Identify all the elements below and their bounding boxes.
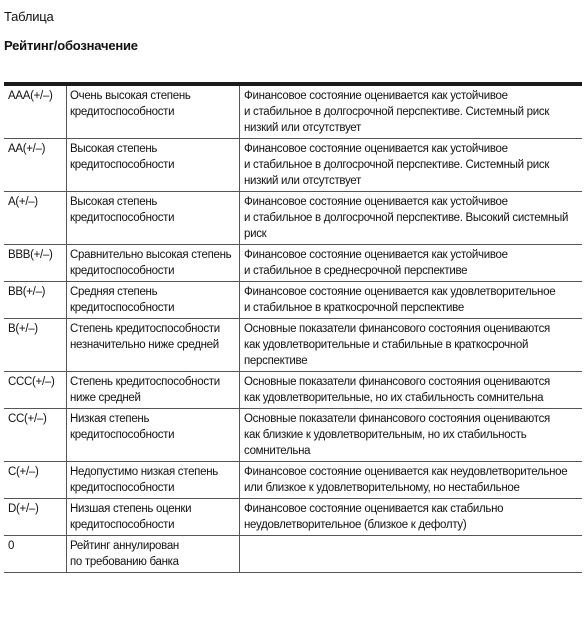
financial-condition-cell — [240, 536, 583, 573]
financial-condition-cell: Финансовое состояние оценивается как стабильно неудовлетворительное (близкое к дефолту) — [240, 499, 583, 536]
table-row — [4, 462, 582, 499]
rating-description-cell: Низкая степень кредитоспособности — [67, 409, 240, 462]
table-row — [4, 192, 582, 245]
rating-code-cell: C(+/–) — [4, 462, 67, 499]
rating-code-cell: CC(+/–) — [4, 409, 67, 462]
table-row — [4, 86, 582, 139]
rating-code-cell: AAA(+/–) — [4, 86, 67, 139]
table-row — [4, 499, 582, 536]
rating-code-cell: CCC(+/–) — [4, 372, 67, 409]
rating-code-cell: BBB(+/–) — [4, 245, 67, 282]
table-row — [4, 282, 582, 319]
financial-condition-cell: Основные показатели финансового состояния оцениваются как близкие к удовлетворительным, но их стабильность сомнительна — [240, 409, 583, 462]
table-caption: Таблица — [4, 9, 54, 24]
rating-description-cell: Рейтинг аннулирован по требованию банка — [67, 536, 240, 573]
rating-code-cell: AA(+/–) — [4, 139, 67, 192]
rating-code-cell: B(+/–) — [4, 319, 67, 372]
financial-condition-cell: Основные показатели финансового состояния оцениваются как удовлетворительные и стабильные в краткосрочной перспективе — [240, 319, 583, 372]
rating-code-cell: BB(+/–) — [4, 282, 67, 319]
rating-description-cell: Недопустимо низкая степень кредитоспособности — [67, 462, 240, 499]
ratings-table — [4, 86, 582, 573]
rating-description-cell: Средняя степень кредитоспособности — [67, 282, 240, 319]
financial-condition-cell: Основные показатели финансового состояния оцениваются как удовлетворительные, но их стабильность сомнительна — [240, 372, 583, 409]
rating-code-cell: 0 — [4, 536, 67, 573]
table-row — [4, 409, 582, 462]
table-row — [4, 245, 582, 282]
rating-code-cell: A(+/–) — [4, 192, 67, 245]
table-heading: Рейтинг/обозначение — [4, 38, 138, 53]
table-row — [4, 372, 582, 409]
ratings-table-body — [4, 86, 582, 573]
financial-condition-cell: Финансовое состояние оценивается как устойчивое и стабильное в долгосрочной перспективе. Высокий системный риск — [240, 192, 583, 245]
financial-condition-cell: Финансовое состояние оценивается как устойчивое и стабильное в среднесрочной перспективе — [240, 245, 583, 282]
table-row — [4, 319, 582, 372]
rating-description-cell: Высокая степень кредитоспособности — [67, 139, 240, 192]
table-row — [4, 139, 582, 192]
financial-condition-cell: Финансовое состояние оценивается как устойчивое и стабильное в долгосрочной перспективе. Системный риск низкий или отсутствует — [240, 86, 583, 139]
rating-description-cell: Очень высокая степень кредитоспособности — [67, 86, 240, 139]
rating-description-cell: Высокая степень кредитоспособности — [67, 192, 240, 245]
financial-condition-cell: Финансовое состояние оценивается как устойчивое и стабильное в долгосрочной перспективе. Системный риск низкий или отсутствует — [240, 139, 583, 192]
rating-description-cell: Степень кредитоспособности незначительно ниже средней — [67, 319, 240, 372]
rating-description-cell: Сравнительно высокая степень кредитоспособности — [67, 245, 240, 282]
rating-description-cell: Степень кредитоспособности ниже средней — [67, 372, 240, 409]
financial-condition-cell: Финансовое состояние оценивается как неудовлетворительное или близкое к удовлетворительному, но нестабильное — [240, 462, 583, 499]
table-row — [4, 536, 582, 573]
rating-description-cell: Низшая степень оценки кредитоспособности — [67, 499, 240, 536]
rating-code-cell: D(+/–) — [4, 499, 67, 536]
financial-condition-cell: Финансовое состояние оценивается как удовлетворительное и стабильное в краткосрочной перспективе — [240, 282, 583, 319]
